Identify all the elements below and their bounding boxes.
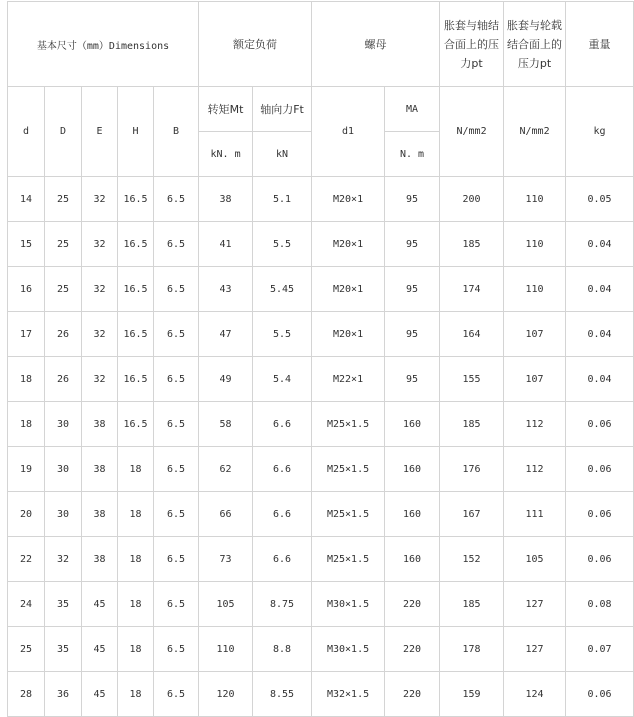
cell-weight: 0.05 <box>566 177 634 222</box>
header-row-2 <box>8 87 634 132</box>
cell-D: 32 <box>45 537 82 582</box>
cell-axial-force: 6.6 <box>253 402 312 447</box>
header-unit-torque: kN. m <box>199 132 253 177</box>
cell-MA: 220 <box>385 627 440 672</box>
cell-axial-force: 5.45 <box>253 267 312 312</box>
cell-D: 36 <box>45 672 82 717</box>
cell-H: 18 <box>118 447 154 492</box>
cell-B: 6.5 <box>154 357 199 402</box>
cell-torque: 105 <box>199 582 253 627</box>
table-row <box>8 177 634 222</box>
cell-E: 38 <box>82 537 118 582</box>
cell-d1: M20×1 <box>312 267 385 312</box>
cell-d: 19 <box>8 447 45 492</box>
header-unit-MA: N. m <box>385 132 440 177</box>
cell-pressure-hub: 110 <box>504 222 566 267</box>
cell-pressure-shaft: 185 <box>440 402 504 447</box>
cell-pressure-hub: 110 <box>504 177 566 222</box>
header-unit-pressure-hub: N/mm2 <box>504 87 566 177</box>
header-unit-pressure-shaft: N/mm2 <box>440 87 504 177</box>
header-d1: d1 <box>312 87 385 177</box>
cell-pressure-shaft: 185 <box>440 582 504 627</box>
cell-weight: 0.06 <box>566 672 634 717</box>
header-D: D <box>45 87 82 177</box>
cell-H: 16.5 <box>118 402 154 447</box>
table-row <box>8 267 634 312</box>
cell-weight: 0.04 <box>566 267 634 312</box>
cell-H: 18 <box>118 582 154 627</box>
cell-pressure-hub: 110 <box>504 267 566 312</box>
cell-axial-force: 5.5 <box>253 222 312 267</box>
table-row <box>8 627 634 672</box>
cell-pressure-hub: 112 <box>504 402 566 447</box>
cell-d1: M25×1.5 <box>312 492 385 537</box>
cell-pressure-shaft: 185 <box>440 222 504 267</box>
cell-d: 24 <box>8 582 45 627</box>
cell-weight: 0.06 <box>566 447 634 492</box>
cell-torque: 41 <box>199 222 253 267</box>
cell-E: 38 <box>82 492 118 537</box>
cell-d: 28 <box>8 672 45 717</box>
table-row <box>8 672 634 717</box>
table-row <box>8 402 634 447</box>
header-MA: MA <box>385 87 440 132</box>
table-row <box>8 582 634 627</box>
cell-B: 6.5 <box>154 177 199 222</box>
header-unit-weight: kg <box>566 87 634 177</box>
table-row <box>8 447 634 492</box>
cell-D: 30 <box>45 402 82 447</box>
cell-pressure-shaft: 178 <box>440 627 504 672</box>
cell-E: 38 <box>82 402 118 447</box>
cell-D: 25 <box>45 177 82 222</box>
cell-E: 45 <box>82 627 118 672</box>
cell-axial-force: 6.6 <box>253 537 312 582</box>
cell-B: 6.5 <box>154 447 199 492</box>
cell-d1: M25×1.5 <box>312 447 385 492</box>
cell-torque: 62 <box>199 447 253 492</box>
cell-pressure-hub: 107 <box>504 357 566 402</box>
table-row <box>8 357 634 402</box>
cell-torque: 47 <box>199 312 253 357</box>
cell-pressure-shaft: 200 <box>440 177 504 222</box>
cell-D: 35 <box>45 582 82 627</box>
cell-E: 32 <box>82 312 118 357</box>
cell-MA: 160 <box>385 537 440 582</box>
header-pressure-hub: 胀套与轮载结合面上的压力pt <box>504 2 566 87</box>
cell-torque: 38 <box>199 177 253 222</box>
table-body <box>8 2 634 717</box>
cell-d: 18 <box>8 357 45 402</box>
cell-axial-force: 8.55 <box>253 672 312 717</box>
cell-E: 32 <box>82 177 118 222</box>
cell-H: 16.5 <box>118 312 154 357</box>
header-d: d <box>8 87 45 177</box>
cell-E: 32 <box>82 267 118 312</box>
cell-MA: 160 <box>385 492 440 537</box>
cell-E: 45 <box>82 582 118 627</box>
cell-axial-force: 8.75 <box>253 582 312 627</box>
table-row <box>8 312 634 357</box>
cell-axial-force: 6.6 <box>253 447 312 492</box>
cell-D: 25 <box>45 222 82 267</box>
header-nut: 螺母 <box>312 2 440 87</box>
cell-axial-force: 8.8 <box>253 627 312 672</box>
cell-B: 6.5 <box>154 537 199 582</box>
cell-pressure-shaft: 174 <box>440 267 504 312</box>
cell-d: 16 <box>8 267 45 312</box>
cell-pressure-shaft: 152 <box>440 537 504 582</box>
header-row-1 <box>8 2 634 87</box>
cell-torque: 120 <box>199 672 253 717</box>
cell-axial-force: 5.1 <box>253 177 312 222</box>
cell-pressure-hub: 124 <box>504 672 566 717</box>
cell-pressure-shaft: 159 <box>440 672 504 717</box>
cell-d: 18 <box>8 402 45 447</box>
cell-d1: M22×1 <box>312 357 385 402</box>
cell-weight: 0.04 <box>566 222 634 267</box>
cell-E: 38 <box>82 447 118 492</box>
header-weight: 重量 <box>566 2 634 87</box>
cell-B: 6.5 <box>154 582 199 627</box>
cell-MA: 95 <box>385 357 440 402</box>
cell-MA: 95 <box>385 177 440 222</box>
header-torque: 转矩Mt <box>199 87 253 132</box>
cell-B: 6.5 <box>154 267 199 312</box>
cell-B: 6.5 <box>154 492 199 537</box>
cell-d1: M25×1.5 <box>312 537 385 582</box>
cell-D: 30 <box>45 447 82 492</box>
cell-d: 22 <box>8 537 45 582</box>
cell-H: 16.5 <box>118 267 154 312</box>
cell-pressure-shaft: 155 <box>440 357 504 402</box>
cell-torque: 43 <box>199 267 253 312</box>
cell-d1: M20×1 <box>312 312 385 357</box>
cell-weight: 0.06 <box>566 537 634 582</box>
cell-H: 16.5 <box>118 222 154 267</box>
cell-D: 26 <box>45 312 82 357</box>
cell-torque: 58 <box>199 402 253 447</box>
cell-d: 15 <box>8 222 45 267</box>
cell-D: 30 <box>45 492 82 537</box>
cell-axial-force: 5.4 <box>253 357 312 402</box>
cell-d: 25 <box>8 627 45 672</box>
header-pressure-shaft: 胀套与轴结合面上的压力pt <box>440 2 504 87</box>
cell-D: 26 <box>45 357 82 402</box>
cell-pressure-hub: 107 <box>504 312 566 357</box>
cell-d1: M25×1.5 <box>312 402 385 447</box>
header-rated-load: 额定负荷 <box>199 2 312 87</box>
cell-MA: 220 <box>385 672 440 717</box>
cell-d1: M30×1.5 <box>312 582 385 627</box>
cell-E: 32 <box>82 222 118 267</box>
cell-pressure-hub: 105 <box>504 537 566 582</box>
cell-H: 18 <box>118 537 154 582</box>
cell-MA: 160 <box>385 447 440 492</box>
cell-torque: 73 <box>199 537 253 582</box>
table-row <box>8 492 634 537</box>
cell-pressure-hub: 127 <box>504 627 566 672</box>
header-unit-axial: kN <box>253 132 312 177</box>
header-E: E <box>82 87 118 177</box>
cell-d: 20 <box>8 492 45 537</box>
header-basic-dimensions: 基本尺寸（mm）Dimensions <box>8 2 199 87</box>
cell-MA: 220 <box>385 582 440 627</box>
cell-H: 16.5 <box>118 177 154 222</box>
cell-weight: 0.08 <box>566 582 634 627</box>
cell-pressure-hub: 111 <box>504 492 566 537</box>
cell-d1: M20×1 <box>312 177 385 222</box>
header-H: H <box>118 87 154 177</box>
cell-B: 6.5 <box>154 312 199 357</box>
cell-weight: 0.06 <box>566 402 634 447</box>
cell-weight: 0.06 <box>566 492 634 537</box>
cell-H: 18 <box>118 627 154 672</box>
expansion-sleeve-spec-table <box>7 1 634 717</box>
header-axial-force: 轴向力Ft <box>253 87 312 132</box>
cell-B: 6.5 <box>154 402 199 447</box>
cell-torque: 66 <box>199 492 253 537</box>
cell-torque: 110 <box>199 627 253 672</box>
cell-d: 17 <box>8 312 45 357</box>
header-B: B <box>154 87 199 177</box>
cell-weight: 0.04 <box>566 357 634 402</box>
cell-weight: 0.07 <box>566 627 634 672</box>
table-row <box>8 537 634 582</box>
cell-d1: M30×1.5 <box>312 627 385 672</box>
cell-d1: M20×1 <box>312 222 385 267</box>
cell-E: 32 <box>82 357 118 402</box>
cell-E: 45 <box>82 672 118 717</box>
cell-MA: 95 <box>385 222 440 267</box>
cell-pressure-shaft: 167 <box>440 492 504 537</box>
cell-MA: 160 <box>385 402 440 447</box>
cell-axial-force: 5.5 <box>253 312 312 357</box>
cell-pressure-shaft: 164 <box>440 312 504 357</box>
cell-H: 18 <box>118 492 154 537</box>
cell-pressure-hub: 127 <box>504 582 566 627</box>
cell-axial-force: 6.6 <box>253 492 312 537</box>
cell-weight: 0.04 <box>566 312 634 357</box>
cell-d1: M32×1.5 <box>312 672 385 717</box>
cell-H: 16.5 <box>118 357 154 402</box>
cell-D: 35 <box>45 627 82 672</box>
cell-D: 25 <box>45 267 82 312</box>
cell-pressure-shaft: 176 <box>440 447 504 492</box>
cell-H: 18 <box>118 672 154 717</box>
cell-MA: 95 <box>385 312 440 357</box>
cell-B: 6.5 <box>154 627 199 672</box>
cell-MA: 95 <box>385 267 440 312</box>
cell-d: 14 <box>8 177 45 222</box>
cell-B: 6.5 <box>154 672 199 717</box>
cell-torque: 49 <box>199 357 253 402</box>
cell-pressure-hub: 112 <box>504 447 566 492</box>
cell-B: 6.5 <box>154 222 199 267</box>
table-row <box>8 222 634 267</box>
